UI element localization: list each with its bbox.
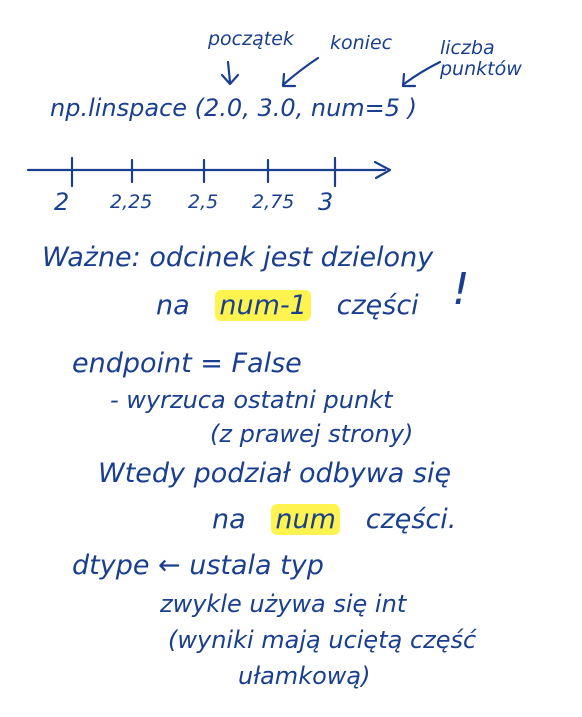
- endpoint-desc-4-post: części.: [365, 504, 457, 535]
- endpoint-desc-2: (z prawej strony): [210, 420, 414, 448]
- tick-label-2-25: 2,25: [110, 191, 153, 213]
- endpoint-title: endpoint = False: [72, 348, 302, 379]
- endpoint-desc-4: [212, 506, 456, 533]
- endpoint-desc-1: - wyrzuca ostatni punkt: [110, 386, 393, 414]
- arrow-end: [283, 58, 318, 86]
- dtype-desc-2: (wyniki mają uciętą część: [168, 626, 477, 654]
- arrow-start: [222, 62, 238, 84]
- dtype-desc-3: ułamkową): [238, 662, 371, 690]
- note-important: Ważne: odcinek jest dzielony: [42, 242, 434, 273]
- tick-label-2-75: 2,75: [252, 191, 295, 213]
- dtype-title: dtype ← ustala typ: [72, 550, 324, 581]
- dtype-desc-1: zwykle używa się int: [160, 590, 407, 618]
- arrow-num: [403, 62, 440, 86]
- label-num-points: liczba punktów: [440, 37, 522, 80]
- tick-label-3: 3: [318, 188, 334, 216]
- tick-label-2-5: 2,5: [188, 191, 219, 213]
- note-parts-line: [156, 292, 419, 319]
- note-parts-post: części: [336, 290, 419, 321]
- endpoint-desc-3: Wtedy podział odbywa się: [98, 458, 452, 489]
- note-parts-pre: na: [156, 290, 190, 321]
- endpoint-desc-4-highlight: num: [271, 504, 340, 535]
- tick-label-2: 2: [54, 188, 70, 216]
- endpoint-desc-4-pre: na: [212, 504, 246, 535]
- code-line: np.linspace (2.0, 3.0, num=5 ): [50, 94, 418, 122]
- note-exclamation: !: [452, 264, 470, 315]
- label-end: koniec: [330, 32, 393, 54]
- note-parts-highlight: num-1: [215, 290, 310, 321]
- label-start: początek: [208, 28, 294, 50]
